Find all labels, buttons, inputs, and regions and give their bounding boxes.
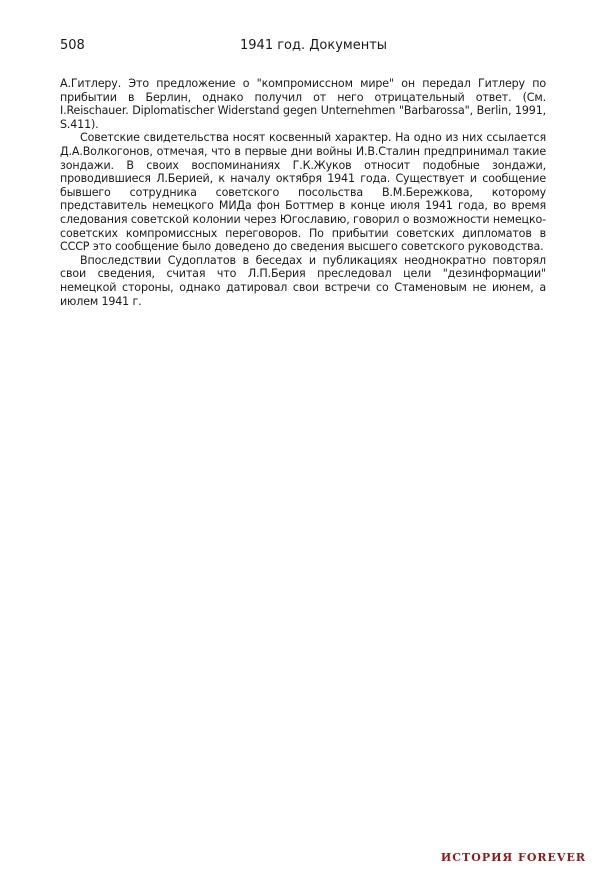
- paragraph-sudoplatov: Впоследствии Судоплатов в беседах и публикациях неоднократно повторял свои сведения, считая что Л.П.Берия преследовал цели "дезинформации" немецкой стороны, однако датировал свои встречи со Стаменовым не июнем, а июлем 1941 г.: [60, 253, 546, 308]
- running-head-title: 1941 год. Документы: [240, 38, 388, 53]
- site-watermark: ИСТОРИЯ FOREVER: [440, 851, 586, 864]
- body-text: [60, 77, 546, 308]
- paragraph-soviet-testimonies: Советские свидетельства носят косвенный характер. На одно из них ссылается Д.А.Волкогонов, отмечая, что в первые дни войны И.В.Сталин предпринимал такие зондажи. В своих воспоминаниях Г.К.Жуков относит подобные зондажи, проводившиеся Л.Берией, к началу октября 1941 года. Существует и сообщение бывшего сотрудника советского посольства В.М.Бережкова, которому представитель немецкого МИДа фон Боттмер в конце июля 1941 года, во время следования советской колонии через Югославию, говорил о возможности немецко-советских компромиссных переговоров. По прибытии советских дипломатов в СССР это сообщение было доведено до сведения высшего советского руководства.: [60, 131, 546, 254]
- paragraph-continuation: А.Гитлеру. Это предложение о "компромиссном мире" он передал Гитлеру по прибытии в Берлин, однако получил от него отрицательный ответ. (См. I.Reischauer. Diplomatischer Widerstand gegen Unternehmen "Barbarossa", Berlin, 1991, S.411).: [60, 77, 546, 131]
- page-number: 508: [60, 38, 85, 53]
